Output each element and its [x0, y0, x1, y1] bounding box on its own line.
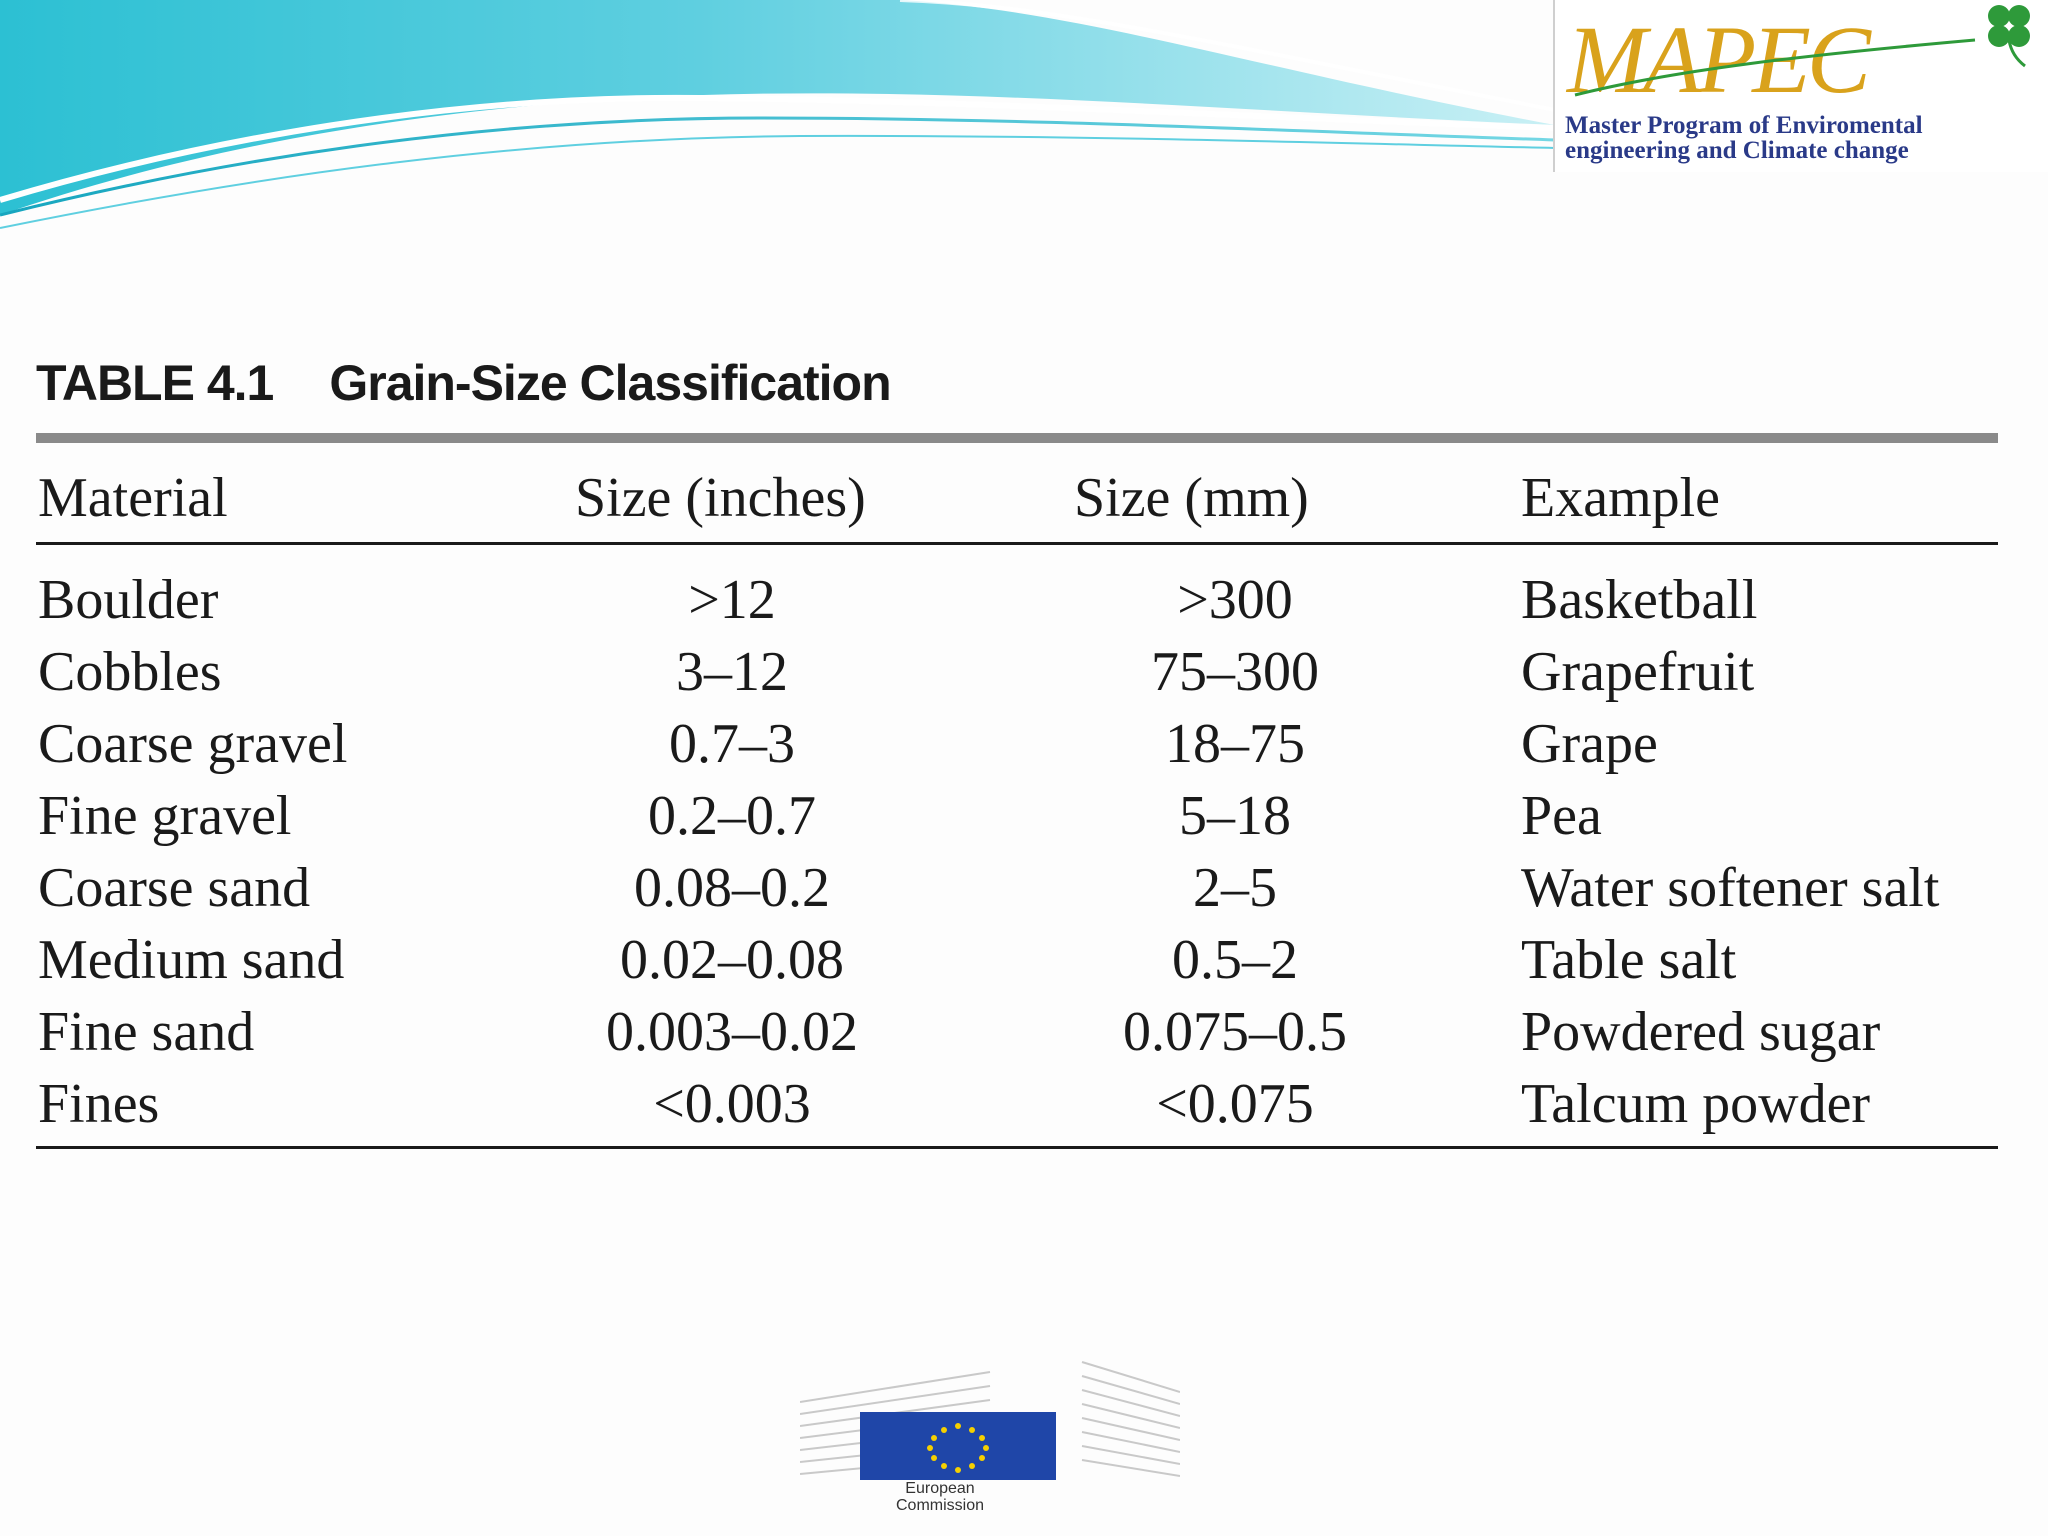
cell-size-mm: 0.075–0.5: [1123, 1001, 1347, 1063]
cell-size-inches: 0.7–3: [669, 713, 795, 775]
header-material: Material: [38, 467, 228, 529]
cell-example: Powdered sugar: [1521, 1001, 1881, 1063]
cell-size-inches: 0.02–0.08: [620, 929, 844, 991]
cell-size-inches: 0.2–0.7: [648, 785, 816, 847]
header-example: Example: [1521, 467, 1721, 529]
eu-flag-icon: [800, 1352, 1180, 1480]
cell-example: Basketball: [1521, 569, 1758, 631]
cell-example: Table salt: [1521, 929, 1737, 991]
table-title: Grain-Size Classification: [329, 355, 891, 411]
logo-subtitle-line-1: Master Program of Enviromental: [1565, 112, 1923, 139]
cell-material: Boulder: [38, 569, 219, 631]
cell-material: Coarse sand: [38, 857, 311, 919]
cell-material: Fine gravel: [38, 785, 292, 847]
table-bottom-rule: [36, 1146, 1998, 1149]
cell-example: Grape: [1521, 713, 1658, 775]
cell-example: Grapefruit: [1521, 641, 1755, 703]
header-rule: [36, 542, 1998, 545]
cell-material: Fine sand: [38, 1001, 255, 1063]
cell-size-inches: >12: [688, 569, 776, 631]
cell-size-inches: <0.003: [653, 1073, 811, 1135]
cell-example: Water softener salt: [1521, 857, 1940, 919]
cell-size-mm: >300: [1177, 569, 1293, 631]
clover-icon: [1988, 5, 2030, 66]
mapec-wordmark-icon: [1555, 0, 2048, 112]
european-commission-logo: [800, 1352, 1180, 1524]
logo-subtitle-line-2: engineering and Climate change: [1565, 137, 1909, 164]
caption-rule: [36, 433, 1998, 443]
cell-size-mm: 75–300: [1151, 641, 1319, 703]
cell-material: Cobbles: [38, 641, 222, 703]
cell-size-mm: 18–75: [1165, 713, 1305, 775]
table-number: TABLE 4.1: [36, 355, 274, 411]
ec-logo-line-1: European: [905, 1480, 975, 1497]
cell-size-inches: 0.08–0.2: [634, 857, 830, 919]
header-size-mm: Size (mm): [1074, 467, 1309, 529]
mapec-logo: [1553, 0, 2048, 172]
header-wave-decoration: [0, 0, 1560, 240]
cell-size-mm: 2–5: [1193, 857, 1277, 919]
header-size-inches: Size (inches): [575, 467, 866, 529]
cell-material: Coarse gravel: [38, 713, 348, 775]
cell-material: Fines: [38, 1073, 160, 1135]
cell-size-mm: <0.075: [1156, 1073, 1314, 1135]
cell-example: Pea: [1521, 785, 1602, 847]
cell-size-mm: 0.5–2: [1172, 929, 1298, 991]
cell-example: Talcum powder: [1521, 1073, 1871, 1135]
cell-size-inches: 3–12: [676, 641, 788, 703]
ec-logo-text: [870, 1480, 1010, 1514]
svg-text:MAPEC: MAPEC: [1567, 6, 1867, 112]
cell-size-mm: 5–18: [1179, 785, 1291, 847]
cell-material: Medium sand: [38, 929, 345, 991]
cell-size-inches: 0.003–0.02: [606, 1001, 858, 1063]
table-caption: [36, 354, 891, 412]
ec-logo-line-2: Commission: [895, 1497, 984, 1514]
